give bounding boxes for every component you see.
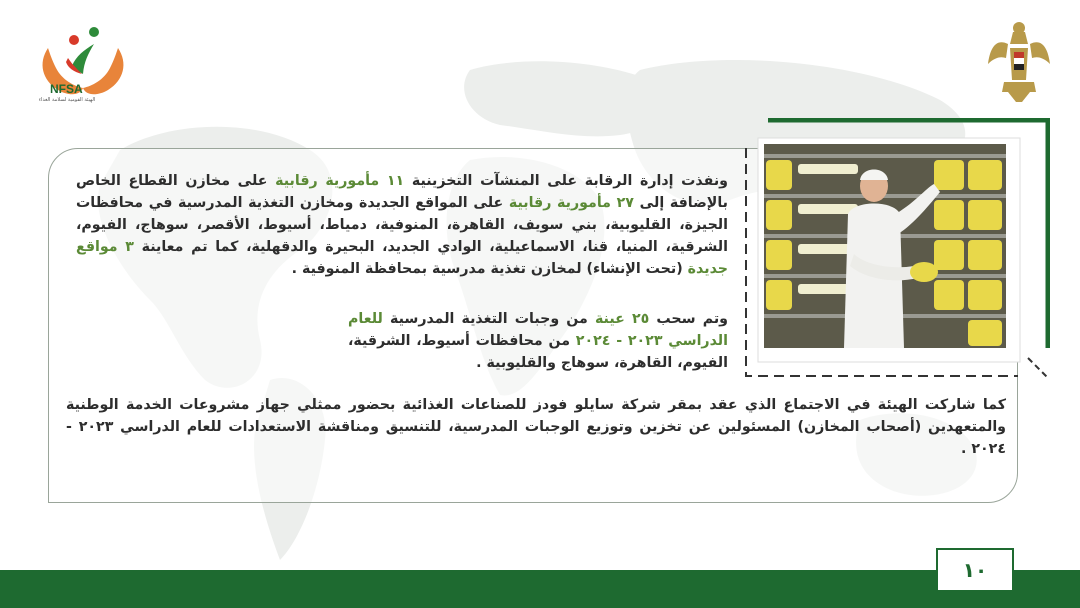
p2-text: من وجبات التغذية المدرسية xyxy=(382,311,595,327)
p1-highlight-sites: ٣ مواقع جديدة xyxy=(76,239,728,277)
page-number-text: ١٠ xyxy=(962,558,988,582)
page-number xyxy=(936,548,1014,592)
p2-text: وتم سحب xyxy=(649,311,728,327)
logo-acronym: NFSA xyxy=(50,82,83,96)
p2-highlight-samples: ٢٥ عينة xyxy=(594,311,650,327)
paragraph-inspections xyxy=(76,170,728,280)
p1-highlight-count: ٢٧ مأمورية رقابية xyxy=(508,195,634,211)
worker-inspecting-cheese-image xyxy=(764,144,1006,348)
paragraph-meeting: كما شاركت الهيئة في الاجتماع الذي عقد بمقر شركة سايلو فودز للصناعات الغذائية بحضور ممثلي جهاز مشروعات الخدمة الوطنية والمتعهدين (أصحاب المخازن) المسئولين عن تخزين وتوزيع الوجبات المدرسية، للتنسيق ومناقشة الاستعدادات للعام الدراسي ٢٠٢٣ - ٢٠٢٤ . xyxy=(66,397,1006,457)
cheese-warehouse-photo xyxy=(764,144,1006,348)
footer-green-band xyxy=(0,570,1080,608)
p1-text: ونفذت إدارة الرقابة على المنشآت التخزينية xyxy=(404,173,728,189)
egypt-eagle-emblem-icon xyxy=(986,18,1052,106)
p1-text: على مخازن القطاع الخاص بالإضافة إلى xyxy=(76,173,729,211)
p2-highlight-year: للعام الدراسي ٢٠٢٣ - ٢٠٢٤ xyxy=(348,311,728,349)
logo-subtitle: الهيئة القومية لسلامة الغذاء xyxy=(38,97,96,103)
p1-highlight-count: ١١ مأمورية رقابية xyxy=(275,173,405,189)
p1-text: (تحت الإنشاء) لمخازن تغذية مدرسية بمحافظة المنوفية . xyxy=(291,261,688,277)
p1-text: على المواقع الجديدة ومخازن التغذية المدرسية في محافظات الجيزة، القليوبية، بني سويف، القاهرة، المنوفية، دمياط، أسيوط، الأقصر، سوهاج، الفيوم، الشرقية، المنيا، قنا، الاسماعيلية، الوادي الجديد، البحيرة والدقهلية، كما تم معاينة xyxy=(76,195,728,255)
paragraph-samples xyxy=(348,308,728,374)
p2-text: من محافظات أسيوط، الشرقية، الفيوم، القاهرة، سوهاج والقليوبية . xyxy=(348,333,728,371)
